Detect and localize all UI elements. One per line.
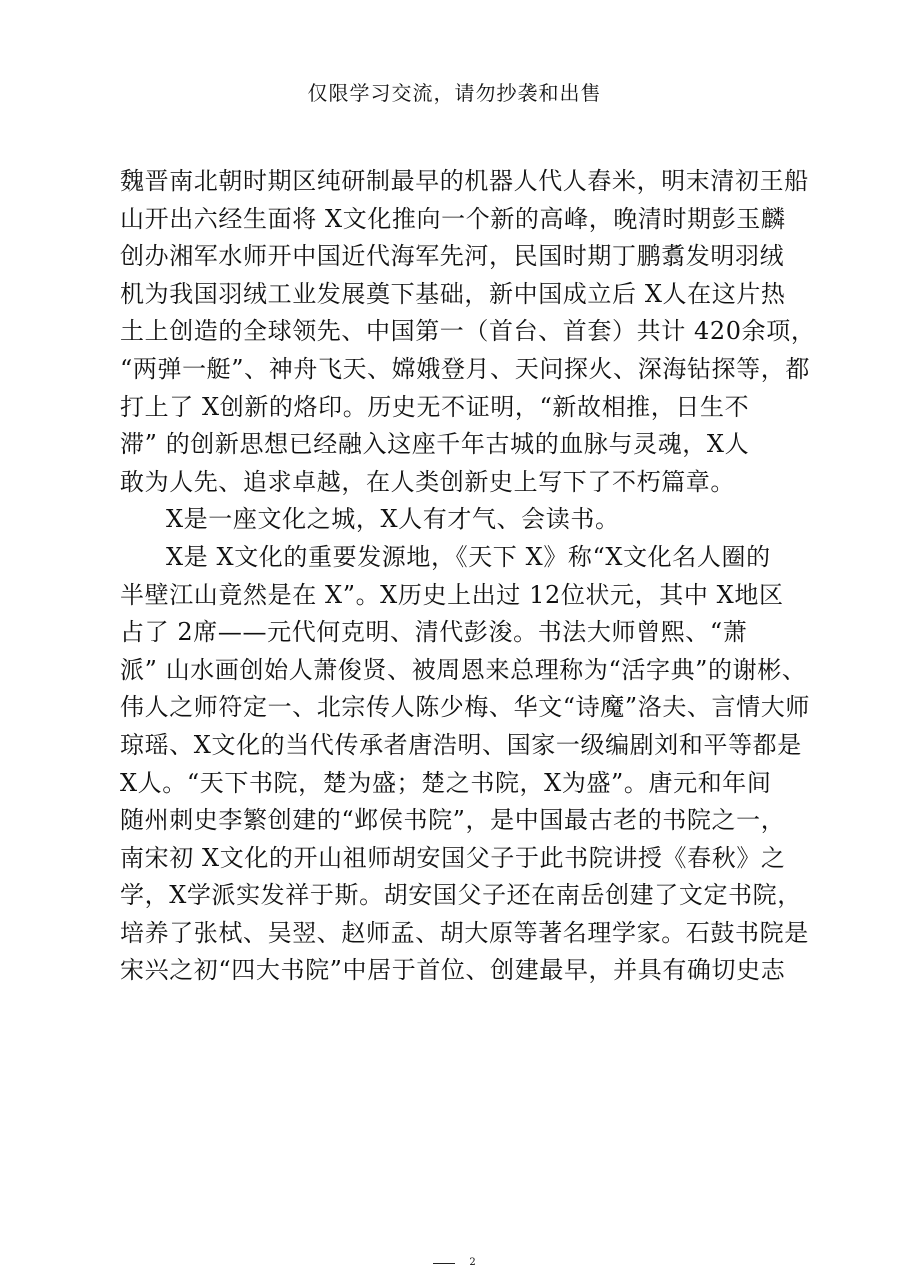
text-line: X人。“天下书院，楚为盛；楚之书院，X为盛”。唐元和年间 (120, 768, 772, 797)
text-line: 琼瑶、X文化的当代传承者唐浩明、国家一级编剧刘和平等都是 (120, 730, 802, 759)
footer-dash (433, 1263, 455, 1264)
text-line: 山开出六经生面将 X文化推向一个新的高峰，晚清时期彭玉麟 (120, 204, 786, 233)
text-line: 培养了张栻、吴翌、赵师孟、胡大原等著名理学家。石鼓书院是 (120, 918, 809, 947)
text-line: 魏晋南北朝时期区纯研制最早的机器人代人舂米，明末清初王船 (120, 167, 809, 195)
text-line: 滞” 的创新思想已经融入这座千年古城的血脉与灵魂，X人 (120, 430, 750, 459)
text-line: 打上了 X创新的烙印。历史无不证明，“新故相推，日生不 (120, 392, 750, 421)
text-line: 敢为人先、追求卓越，在人类创新史上写下了不朽篇章。 (120, 467, 735, 496)
text-line: X是 X文化的重要发源地，《天下 X》称“X文化名人圈的 (166, 542, 771, 571)
page-footer (0, 1252, 909, 1274)
text-line: 南宋初 X文化的开山祖师胡安国父子于此书院讲授《春秋》之 (120, 843, 786, 872)
body-text (120, 163, 816, 990)
page-number: 2 (469, 1257, 476, 1268)
text-line: 占了 2席——元代何克明、清代彭浚。书法大师曾熙、“萧 (120, 618, 748, 647)
text-line: 学，X学派实发祥于斯。胡安国父子还在南岳创建了文定书院， (120, 881, 802, 910)
page-header: 仅限学习交流，请勿抄袭和出售 (307, 81, 602, 105)
text-line: 随州刺史李繁创建的“邺侯书院”，是中国最古老的书院之一， (120, 806, 786, 835)
text-line: X是一座文化之城，X人有才气、会读书。 (166, 505, 620, 534)
text-line: 伟人之师符定一、北宗传人陈少梅、华文“诗魔”洛夫、言情大师 (120, 693, 810, 722)
text-line: 派” 山水画创始人萧俊贤、被周恩来总理称为“活字典”的谢彬、 (120, 655, 807, 684)
text-line: “两弹一艇”、神舟飞天、嫦娥登月、天问探火、深海钻探等，都 (120, 354, 810, 383)
text-line: 机为我国羽绒工业发展奠下基础，新中国成立后 X人在这片热 (120, 279, 786, 308)
text-line: 半壁江山竟然是在 X”。X历史上出过 12位状元，其中 X地区 (120, 580, 784, 609)
text-line: 宋兴之初“四大书院”中居于首位、创建最早，并具有确切史志 (120, 956, 786, 985)
text-line: 创办湘军水师开中国近代海军先河，民国时期丁鹏翥发明羽绒 (120, 242, 785, 271)
text-line: 土上创造的全球领先、中国第一（首台、首套）共计 420余项， (120, 317, 816, 346)
